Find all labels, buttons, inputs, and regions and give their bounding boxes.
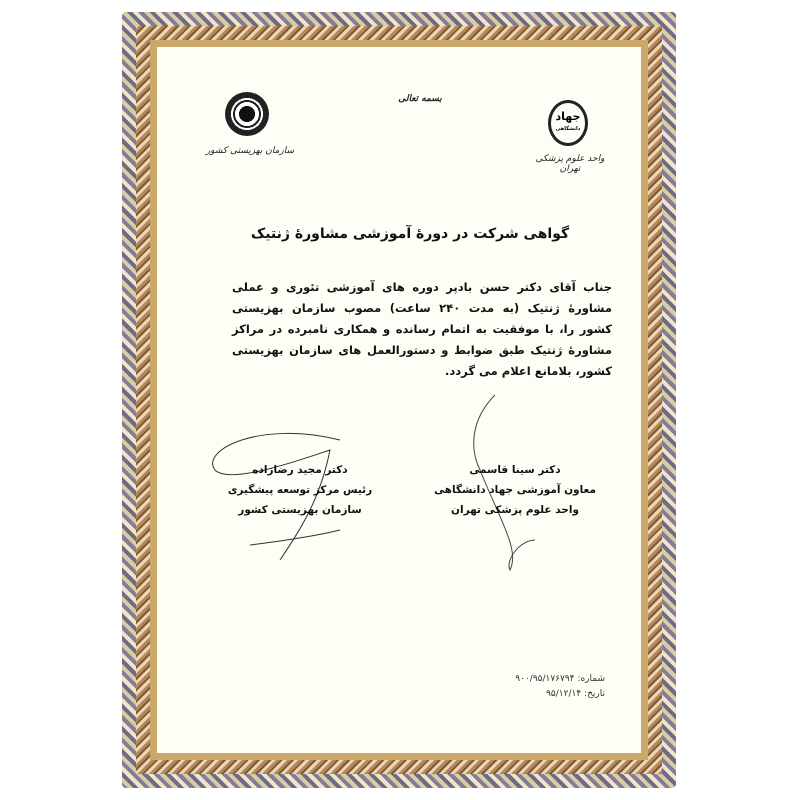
signatory-role: معاون آموزشی جهاد دانشگاهی — [434, 484, 596, 496]
reference-date: ۹۵/۱۲/۱۴ — [546, 689, 582, 699]
number-label: شماره: — [577, 674, 605, 684]
reference-number: ۹۰۰/۹۵/۱۷۶۷۹۴ — [515, 674, 575, 684]
logo-subtext: دانشگاهی — [555, 126, 581, 132]
signatory-name: دکتر مجید رضازاده — [252, 464, 348, 476]
signatory-role: رئیس مرکز توسعه پیشگیری — [227, 484, 373, 496]
reference-block — [495, 672, 605, 702]
signatory-org: سازمان بهزیستی کشور — [238, 504, 362, 516]
certificate-body: جناب آقای دکتر حسن بادپر دوره های آموزشی تئوری و عملی مشاورهٔ ژنتیک (به مدت ۲۴۰ ساعت) مصوب سازمان بهزیستی کشور را، با موفقیت به اتمام رسانده و همکاری نامبرده در مراکز مشاورهٔ ژنتیک طبق ضوابط و دستورالعمل های سازمان بهزیستی کشور، بلامانع اعلام می گردد. — [232, 280, 612, 378]
signatory-name: دکتر سینا قاسمی — [469, 464, 561, 476]
signatory-org: واحد علوم پزشکی تهران — [451, 504, 579, 516]
left-org-name: سازمان بهزیستی کشور — [205, 146, 295, 156]
signatory-left — [210, 460, 390, 520]
right-org-name: واحد علوم پزشکی تهران — [535, 154, 605, 174]
invocation: بسمه تعالی — [398, 94, 442, 104]
signatory-right — [425, 460, 605, 520]
logo-text: جهاد — [555, 110, 581, 123]
date-label: تاریخ: — [584, 689, 605, 699]
certificate-title: گواهی شرکت در دورهٔ آموزشی مشاورهٔ ژنتیک — [250, 226, 570, 242]
